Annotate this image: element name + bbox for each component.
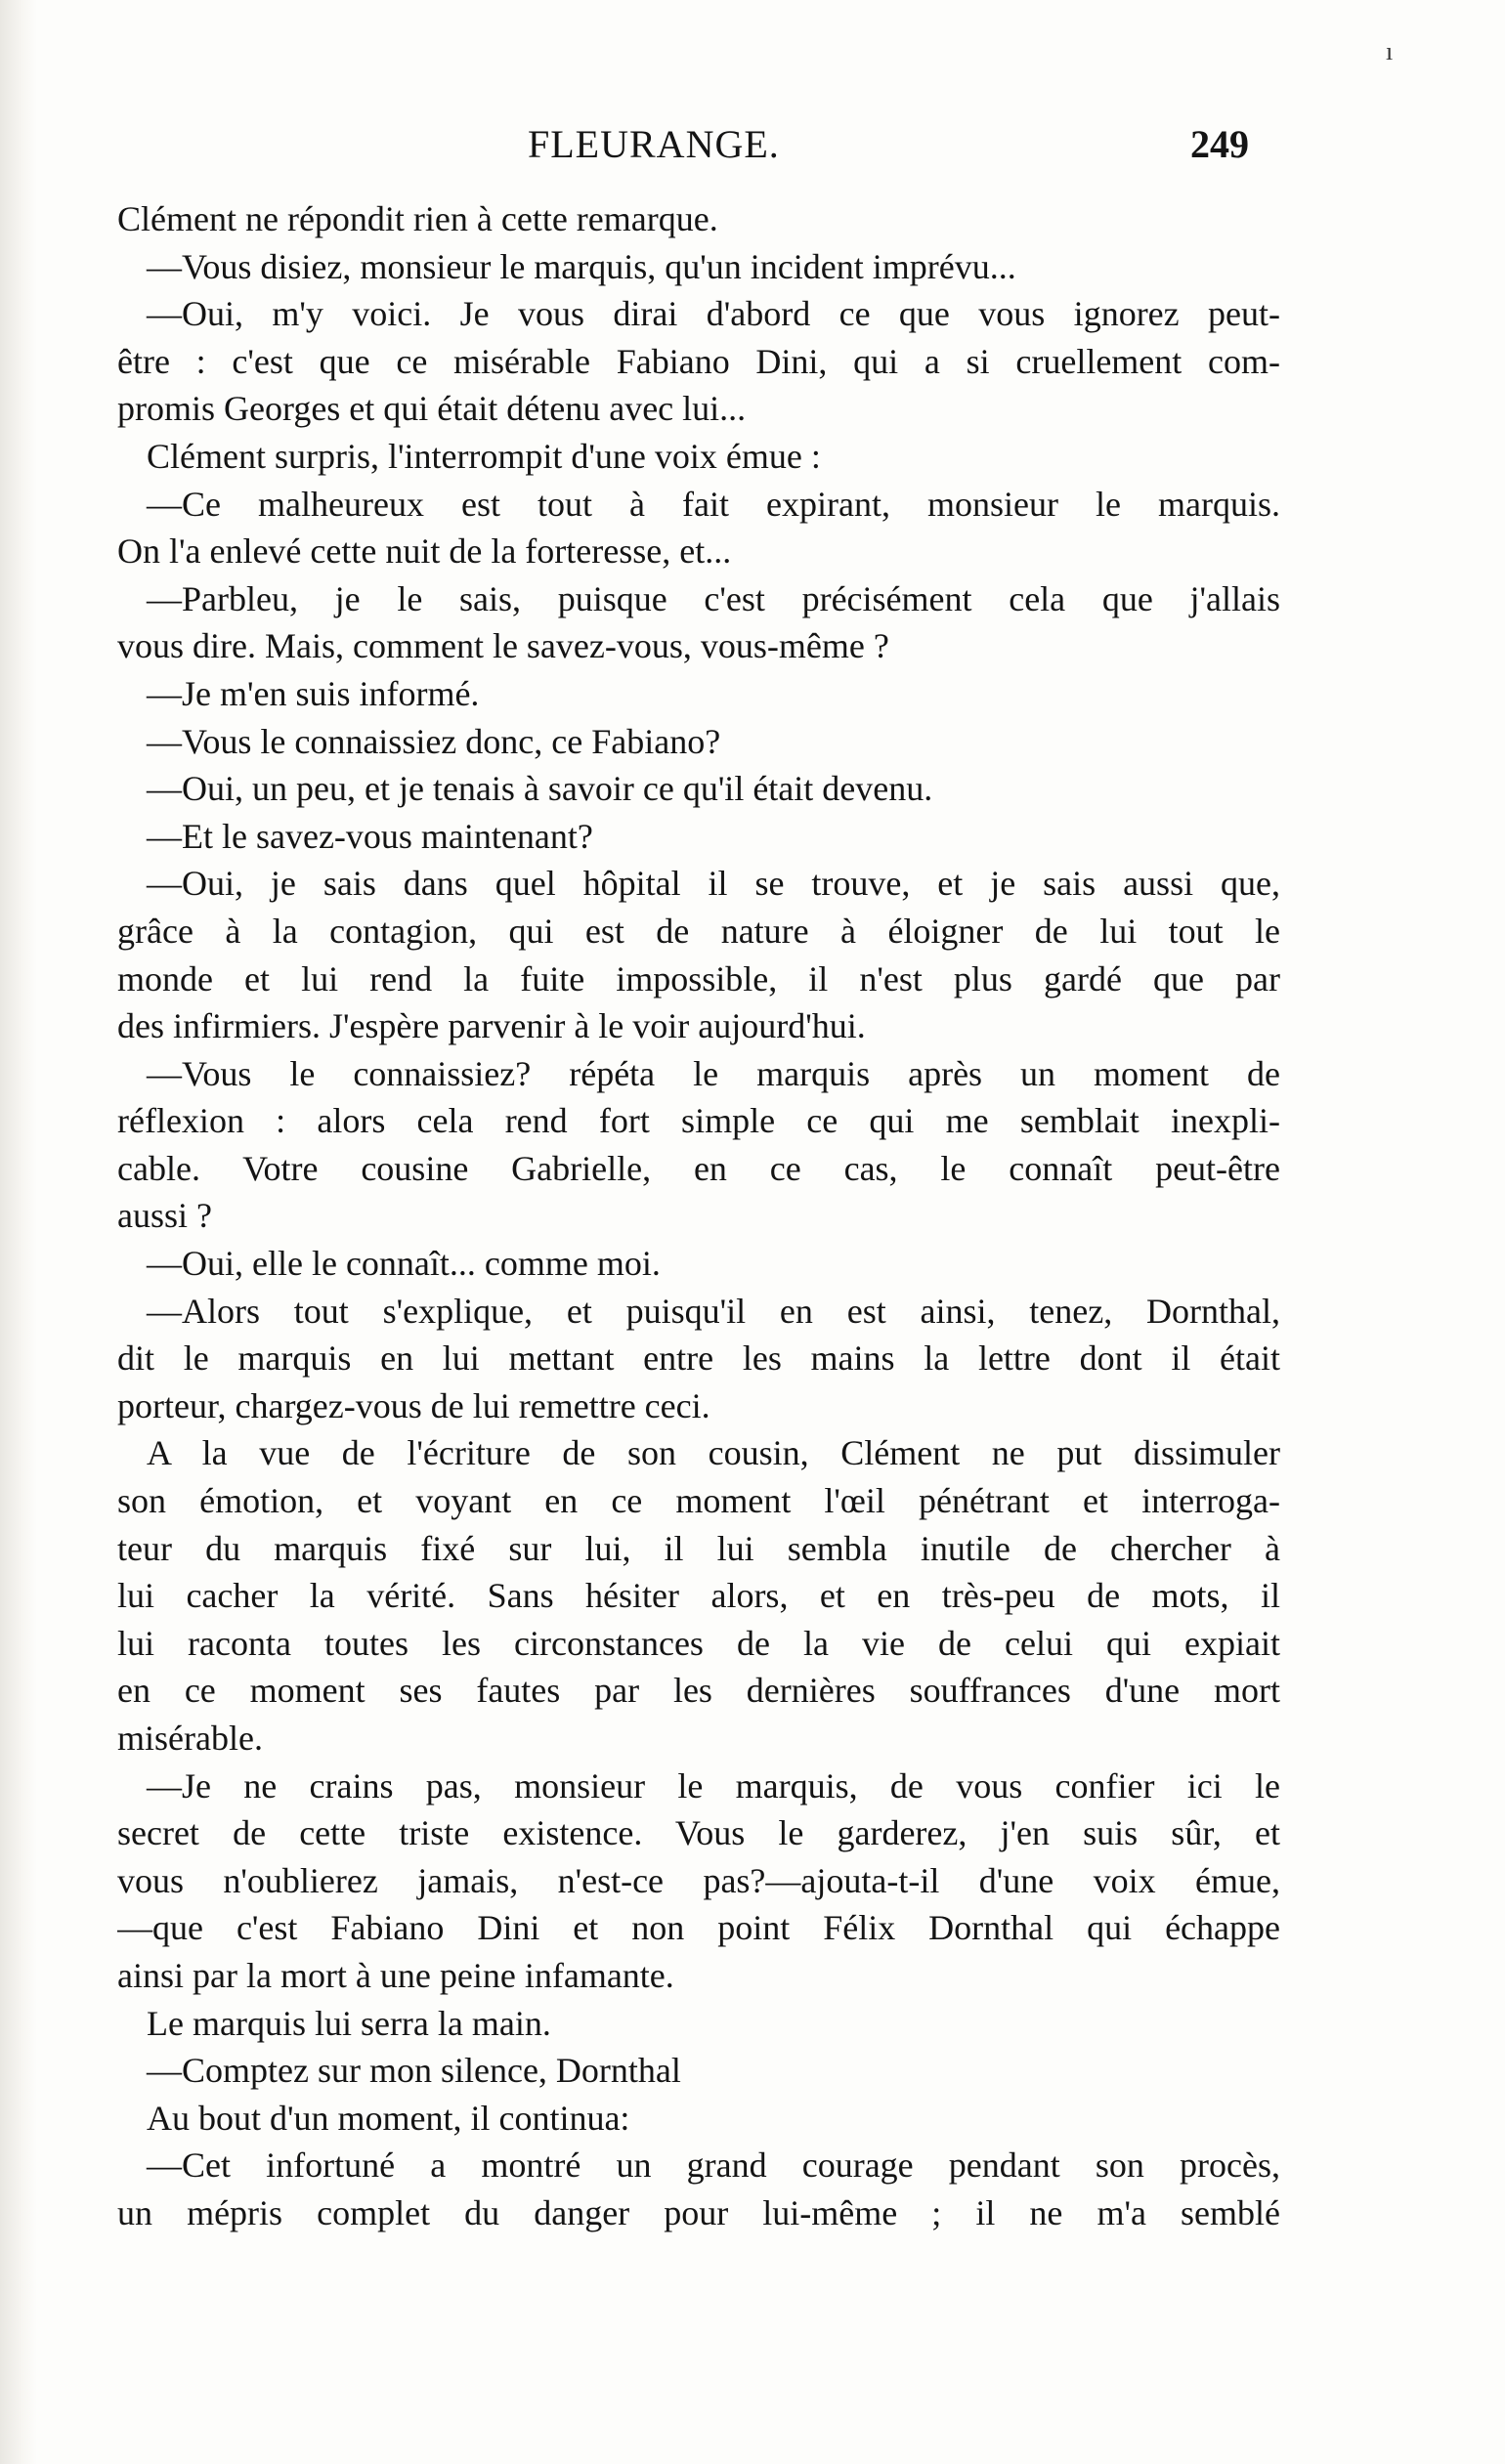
text-line: secret de cette triste existence. Vous le garderez, j'en suis sûr, et [117, 1813, 1280, 1853]
text-line: —Oui, m'y voici. Je vous dirai d'abord ce que vous ignorez peut- [147, 294, 1280, 334]
text-line: Clément surpris, l'interrompit d'une voix émue : [147, 436, 821, 476]
text-line: un mépris complet du danger pour lui-même ; il ne m'a semblé [117, 2192, 1280, 2232]
text-line: lui cacher la vérité. Sans hésiter alors, et en très-peu de mots, il [117, 1576, 1280, 1616]
text-line: —Parbleu, je le sais, puisque c'est précisément cela que j'allais [147, 578, 1280, 618]
text-line: Au bout d'un moment, il continua: [147, 2098, 630, 2138]
text-line: cable. Votre cousine Gabrielle, en ce cas, le connaît peut-être [117, 1148, 1280, 1188]
text-line: en ce moment ses fautes par les dernières souffrances d'une mort [117, 1671, 1280, 1711]
text-line: —Comptez sur mon silence, Dornthal [147, 2051, 681, 2091]
text-line: —que c'est Fabiano Dini et non point Félix Dornthal qui échappe [117, 1908, 1280, 1948]
text-line: réflexion : alors cela rend fort simple ce qui me semblait inexpli- [117, 1101, 1280, 1141]
text-line: porteur, chargez-vous de lui remettre ceci. [117, 1385, 710, 1425]
text-line: A la vue de l'écriture de son cousin, Clément ne put dissimuler [147, 1433, 1280, 1473]
text-line: —Je ne crains pas, monsieur le marquis, de vous confier ici le [147, 1765, 1280, 1806]
text-line: On l'a enlevé cette nuit de la forteresse, et... [117, 531, 732, 572]
text-line: teur du marquis fixé sur lui, il lui sembla inutile de chercher à [117, 1528, 1280, 1568]
text-line: —Oui, un peu, et je tenais à savoir ce qu'il était devenu. [147, 769, 933, 809]
text-line: misérable. [117, 1719, 263, 1758]
text-line: dit le marquis en lui mettant entre les mains la lettre dont il était [117, 1338, 1280, 1379]
text-line: son émotion, et voyant en ce moment l'œil pénétrant et interroga- [117, 1481, 1280, 1521]
ink-speck: ı [1386, 37, 1394, 65]
text-line: —Oui, elle le connaît... comme moi. [147, 1244, 661, 1284]
text-line: aussi ? [117, 1196, 212, 1236]
text-line: —Cet infortuné a montré un grand courage pendant son procès, [147, 2145, 1280, 2186]
text-line: —Et le savez-vous maintenant? [147, 816, 593, 856]
text-line: être : c'est que ce misérable Fabiano Dini, qui a si cruellement com- [117, 341, 1280, 381]
body-text [117, 195, 1280, 2237]
text-line: grâce à la contagion, qui est de nature à éloigner de lui tout le [117, 911, 1280, 951]
text-line: —Ce malheureux est tout à fait expirant, monsieur le marquis. [147, 484, 1280, 524]
text-line: —Alors tout s'explique, et puisqu'il en est ainsi, tenez, Dornthal, [147, 1291, 1280, 1331]
text-line: Clément ne répondit rien à cette remarque. [117, 199, 718, 238]
text-line: monde et lui rend la fuite impossible, il n'est plus gardé que par [117, 958, 1280, 998]
text-line: —Oui, je sais dans quel hôpital il se trouve, et je sais aussi que, [147, 864, 1280, 904]
text-line: —Vous le connaissiez? répéta le marquis après un moment de [147, 1053, 1280, 1093]
running-title: FLEURANGE. [528, 122, 780, 166]
text-line: —Vous disiez, monsieur le marquis, qu'un incident imprévu... [147, 246, 1016, 286]
running-head [0, 115, 1505, 174]
text-line: promis Georges et qui était détenu avec lui... [117, 389, 747, 429]
text-line: ainsi par la mort à une peine infamante. [117, 1955, 674, 1995]
text-line: des infirmiers. J'espère parvenir à le voir aujourd'hui. [117, 1006, 866, 1046]
text-line: —Vous le connaissiez donc, ce Fabiano? [147, 721, 721, 761]
page-number: 249 [1190, 122, 1249, 166]
text-line: vous dire. Mais, comment le savez-vous, vous-même ? [117, 626, 889, 666]
text-line: —Je m'en suis informé. [147, 673, 480, 713]
text-line: lui raconta toutes les circonstances de la vie de celui qui expiait [117, 1623, 1280, 1663]
page-edge-shadow [0, 0, 37, 2464]
text-line: Le marquis lui serra la main. [147, 2003, 551, 2043]
text-line: vous n'oublierez jamais, n'est-ce pas?—ajouta-t-il d'une voix émue, [117, 1860, 1280, 1900]
